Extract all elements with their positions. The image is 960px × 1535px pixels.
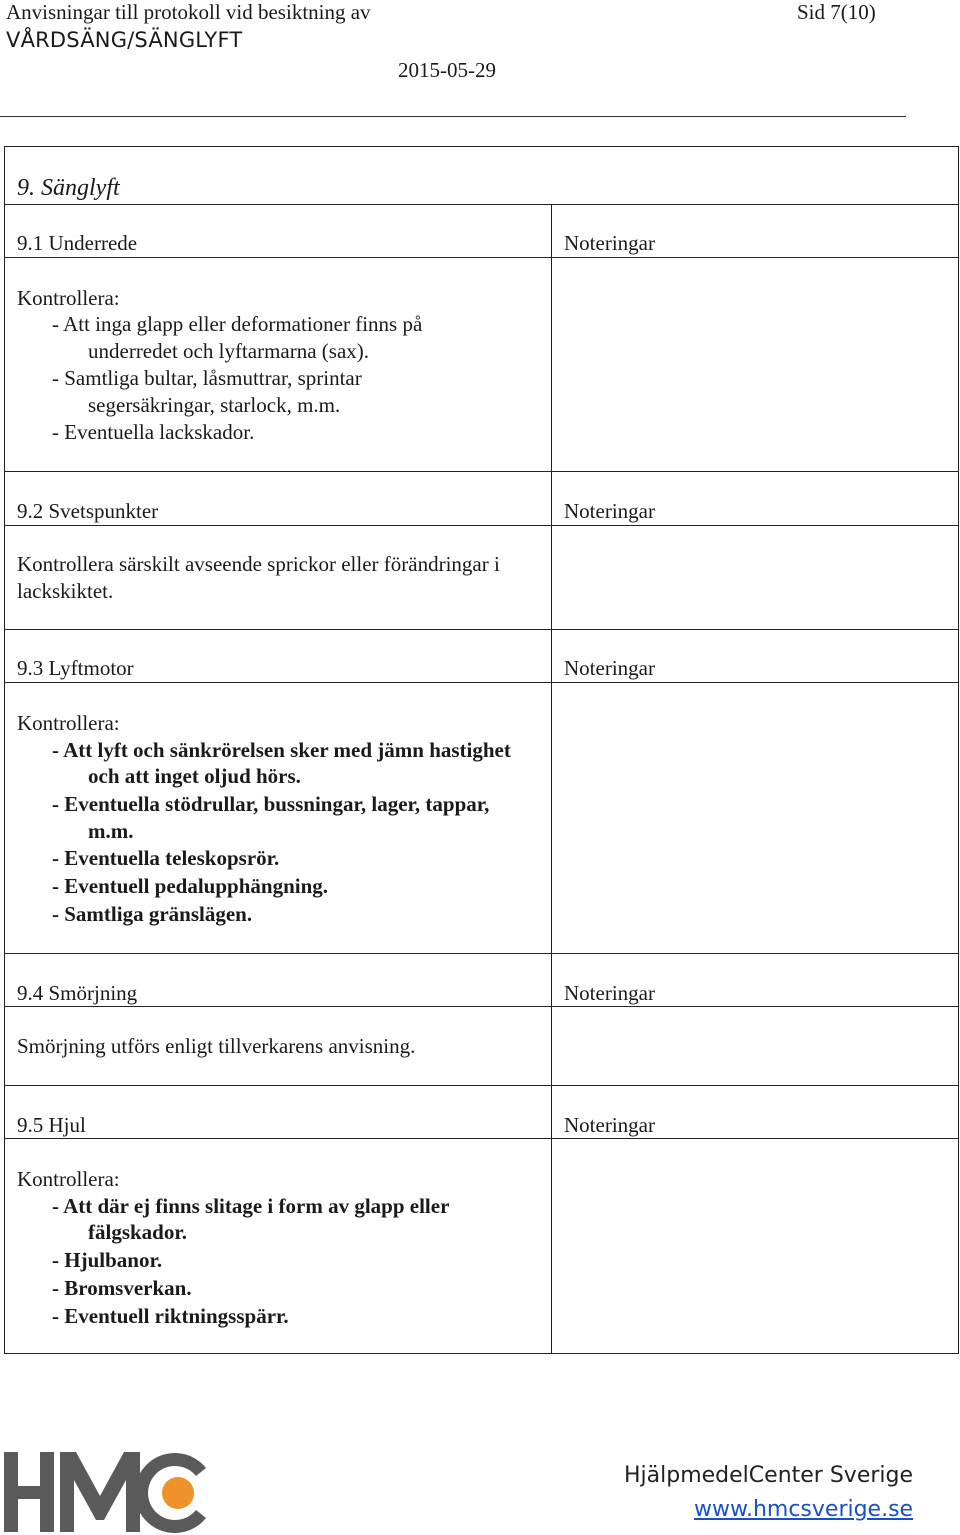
check-item: - Att där ej finns slitage i form av glapp eller: [52, 1194, 450, 1218]
document-date: 2015-05-29: [398, 58, 496, 82]
divider: [5, 1138, 958, 1139]
check-item-cont: underredet och lyftarmarna (sax).: [88, 339, 370, 363]
section-heading: 9.1 Underrede: [17, 231, 138, 255]
section-title: 9. Sänglyft: [17, 175, 120, 201]
hmc-logo: [0, 1448, 210, 1535]
footer-website-link[interactable]: www.hmcsverige.se: [694, 1497, 914, 1522]
section-heading: 9.4 Smörjning: [17, 981, 138, 1005]
check-item: - Eventuell riktningsspärr.: [52, 1304, 289, 1328]
document-title: Anvisningar till protokoll vid besiktning av: [6, 0, 371, 24]
document-subtitle: VÅRDSÄNG/SÄNGLYFT: [6, 28, 243, 52]
check-item: - Eventuella lackskador.: [52, 420, 255, 444]
check-intro-rest: särskilt avseende sprickor eller förändringar i: [113, 552, 500, 576]
notes-label: Noteringar: [564, 981, 655, 1005]
check-item: - Samtliga gränslägen.: [52, 902, 253, 926]
divider: [5, 257, 958, 258]
check-intro: Kontrollera:: [17, 1167, 120, 1191]
section-heading: 9.5 Hjul: [17, 1113, 86, 1137]
check-intro: Kontrollera:: [17, 286, 120, 310]
footer-org-name: HjälpmedelCenter Sverige: [624, 1463, 914, 1488]
divider: [5, 1006, 958, 1007]
check-intro: Kontrollera:: [17, 711, 120, 735]
check-item: - Att lyft och sänkrörelsen sker med jämn hastighet: [52, 738, 511, 762]
divider: [5, 629, 958, 630]
check-item: - Bromsverkan.: [52, 1276, 192, 1300]
divider: [5, 204, 958, 205]
divider: [5, 953, 958, 954]
check-item: - Samtliga bultar, låsmuttrar, sprintar: [52, 366, 362, 390]
column-divider: [551, 204, 552, 1353]
section-heading: 9.2 Svetspunkter: [17, 499, 159, 523]
check-intro: [17, 551, 500, 577]
check-item: - Eventuella teleskopsrör.: [52, 846, 280, 870]
check-item: - Eventuella stödrullar, bussningar, lager, tappar,: [52, 792, 490, 816]
check-item-cont: och att inget oljud hörs.: [88, 764, 301, 788]
check-intro-cont: lackskiktet.: [17, 579, 114, 603]
check-item: - Eventuell pedalupphängning.: [52, 874, 329, 898]
page-number: Sid 7(10): [797, 0, 876, 24]
check-item-cont: segersäkringar, starlock, m.m.: [88, 393, 341, 417]
check-item: - Hjulbanor.: [52, 1248, 163, 1272]
divider: [5, 1085, 958, 1086]
section-heading: 9.3 Lyftmotor: [17, 656, 134, 680]
inspection-table: [4, 146, 959, 1354]
notes-label: Noteringar: [564, 231, 655, 255]
notes-label: Noteringar: [564, 1113, 655, 1137]
check-item: - Att inga glapp eller deformationer finns på: [52, 312, 423, 336]
check-intro-bold: Kontrollera: [17, 552, 114, 576]
header-rule: [0, 116, 906, 117]
divider: [5, 682, 958, 683]
divider: [5, 471, 958, 472]
check-item-cont: fälgskador.: [88, 1220, 188, 1244]
check-item-cont: m.m.: [88, 819, 134, 843]
section-text: Smörjning utförs enligt tillverkarens anvisning.: [17, 1034, 416, 1058]
notes-label: Noteringar: [564, 499, 655, 523]
notes-label: Noteringar: [564, 656, 655, 680]
divider: [5, 525, 958, 526]
